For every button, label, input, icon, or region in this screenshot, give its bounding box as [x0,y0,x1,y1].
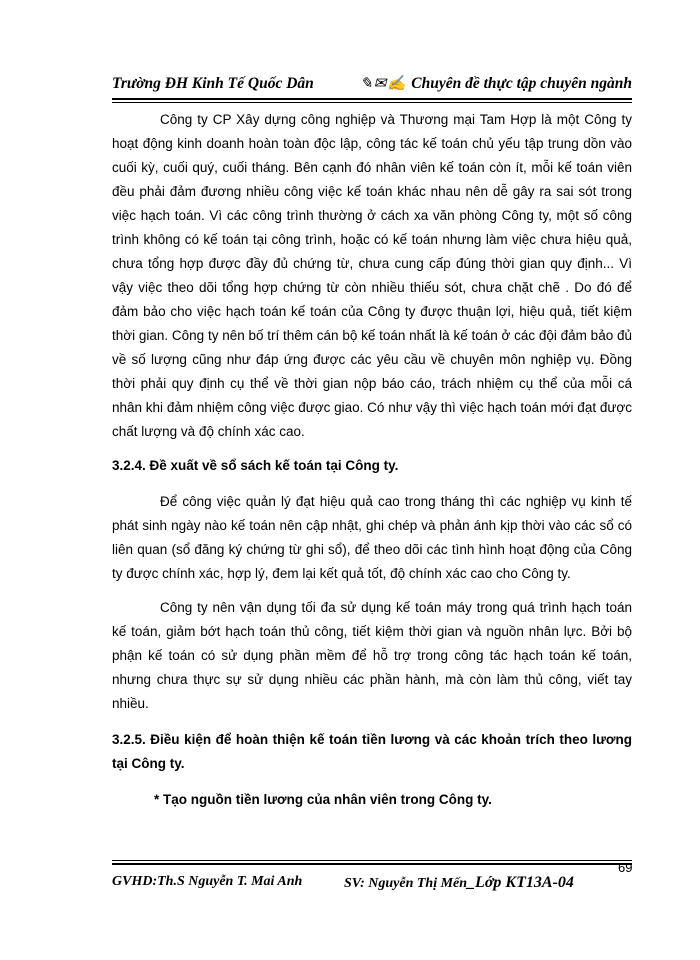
paragraph-bookkeeping: Để công việc quản lý đạt hiệu quả cao trong tháng thì các nghiệp vụ kinh tế phát sinh ngày nào kế toán nên cập nhật, ghi chép và phản ánh kịp thời vào các sổ có liên quan (sổ đăng ký chứng từ ghi sổ), để theo dõi các tình hình hoạt động của Công ty được chính xác, hợp lý, đem lại kết quả tốt, độ chính xác cao cho Công ty. [112,494,632,581]
subheading-salary-source: * Tạo nguồn tiền lương của nhân viên trong Công ty. [154,792,492,807]
header-rule-thick [112,98,632,100]
section-heading-3-2-4: 3.2.4. Đề xuất về sổ sách kế toán tại Công ty. [112,458,399,473]
footer-class: _Lớp KT13A-04 [467,874,574,891]
header-document-type: Chuyên đề thực tập chuyên ngành [411,75,632,92]
header-university: Trường ĐH Kinh Tế Quốc Dân [112,75,314,92]
page-header [112,75,632,99]
header-rule-thin [112,102,632,103]
footer-rule-thick [112,863,632,865]
footer-student-name: SV: Nguyễn Thị Mến [344,876,468,891]
footer-student [344,874,574,892]
page-footer [112,874,632,898]
footer-instructor: GVHD:Th.S Nguyễn T. Mai Anh [112,874,303,889]
paragraph-accounting-software: Công ty nên vận dụng tối đa sử dụng kế toán máy trong quá trình hạch toán kế toán, giảm bớt hạch toán thủ công, tiết kiệm thời gian và nguồn nhân lực. Bởi bộ phận kế toán có sử dụng phần mềm để hỗ trợ trong công tác hạch toán kế toán, nhưng chưa thực sự sử dụng nhiều các phần hành, mà còn làm thủ công, viết tay nhiều. [112,600,632,711]
footer-rule-thin [112,860,632,861]
header-ornament-icon: ✎✉✍ [360,76,407,92]
paragraph-staffing: Công ty CP Xây dựng công nghiệp và Thương mại Tam Hợp là một Công ty hoạt động kinh doanh hoàn toàn độc lập, công tác kế toán chủ yếu tập trung dồn vào cuối kỳ, cuối quý, cuối tháng. Bên cạnh đó nhân viên kế toán còn ít, mỗi kế toán viên đều phải đảm đương nhiều công việc kế toán khác nhau nên dễ gây ra sai sót trong việc hạch toán. Vì các công trình thường ở cách xa văn phòng Công ty, một số công trình không có kế toán tại công trình, hoặc có kế toán nhưng làm việc chưa hiệu quả, chưa tổng hợp được đầy đủ chứng từ, chưa cung cấp đúng thời gian quy định... Vì vậy việc theo dõi tổng hợp chứng từ còn nhiều thiếu sót, chưa chặt chẽ . Do đó để đảm bảo cho việc hạch toán kế toán của Công ty được thuận lợi, hiệu quả, tiết kiệm thời gian. Công ty nên bố trí thêm cán bộ kế toán nhất là kế toán ở các đội đảm bảo đủ về số lượng cũng như đáp ứng được các yêu cầu về chuyên môn nghiệp vụ. Đồng thời phải quy định cụ thể về thời gian nộp báo cáo, trách nhiệm cụ thể của mỗi cá nhân khi đảm nhiệm công việc được giao. Có như vậy thì việc hạch toán mới đạt được chất lượng và độ chính xác cao. [112,112,632,439]
document-body [112,108,632,812]
section-heading-3-2-5: 3.2.5. Điều kiện để hoàn thiện kế toán tiền lương và các khoản trích theo lương tại Công ty. [112,732,632,771]
page-number: 69 [618,860,633,875]
